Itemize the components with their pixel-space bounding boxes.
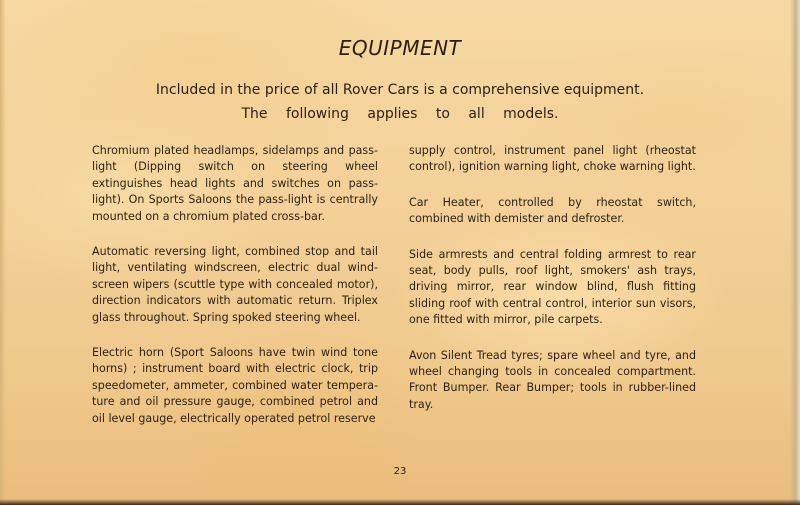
paragraph-armrests: Side armrests and central folding armrest to rear seat, body pulls, roof light, smokers' ash trays, driving mirror, rear window blind, flush fitting sliding roof with central control, interior sun visors, one fitted with mirror, pile carpets. (409, 247, 696, 327)
intro-line-2: The following applies to all models. (241, 106, 559, 122)
page-left-edge (0, 0, 6, 505)
page-title: EQUIPMENT (338, 36, 462, 60)
intro-text (0, 78, 800, 126)
page-number: 23 (393, 466, 407, 477)
left-column (92, 143, 378, 446)
paragraph-reversing-light: Automatic reversing light, combined stop and tail light, ventilating windscreen, electric dual wind-screen wipers (scuttle type with concealed motor), direction indicators with automatic return. Triplex glass throughout. Spring spoked steering wheel. (92, 245, 378, 324)
right-column (409, 143, 696, 432)
paragraph-horn-instruments: Electric horn (Sport Saloons have twin wind tone horns) ; instrument board with electric clock, trip speedometer, ammeter, combined water tempera-ture and oil pressure gauge, combined petrol and oil level gauge, electrically operated petrol reserve (92, 346, 378, 425)
intro-line-1: Included in the price of all Rover Cars is a comprehensive equipment. (155, 82, 645, 98)
paragraph-tyres-bumpers: Avon Silent Tread tyres; spare wheel and tyre, and wheel changing tools in concealed compartment. Front Bumper. Rear Bumper; tools in rubber-lined tray. (409, 348, 696, 411)
paragraph-supply-control: supply control, instrument panel light (rheostat control), ignition warning light, choke warning light. (409, 144, 696, 174)
page-bottom-edge (0, 499, 800, 505)
paragraph-lighting: Chromium plated headlamps, sidelamps and pass-light (Dipping switch on steering wheel extinguishes head lights and switches on pass-light). On Sports Saloons the pass-light is centrally mounted on a chromium plated cross-bar. (92, 144, 378, 223)
page-right-edge (790, 0, 800, 505)
paragraph-car-heater: Car Heater, controlled by rheostat switch, combined with demister and defroster. (409, 195, 696, 226)
